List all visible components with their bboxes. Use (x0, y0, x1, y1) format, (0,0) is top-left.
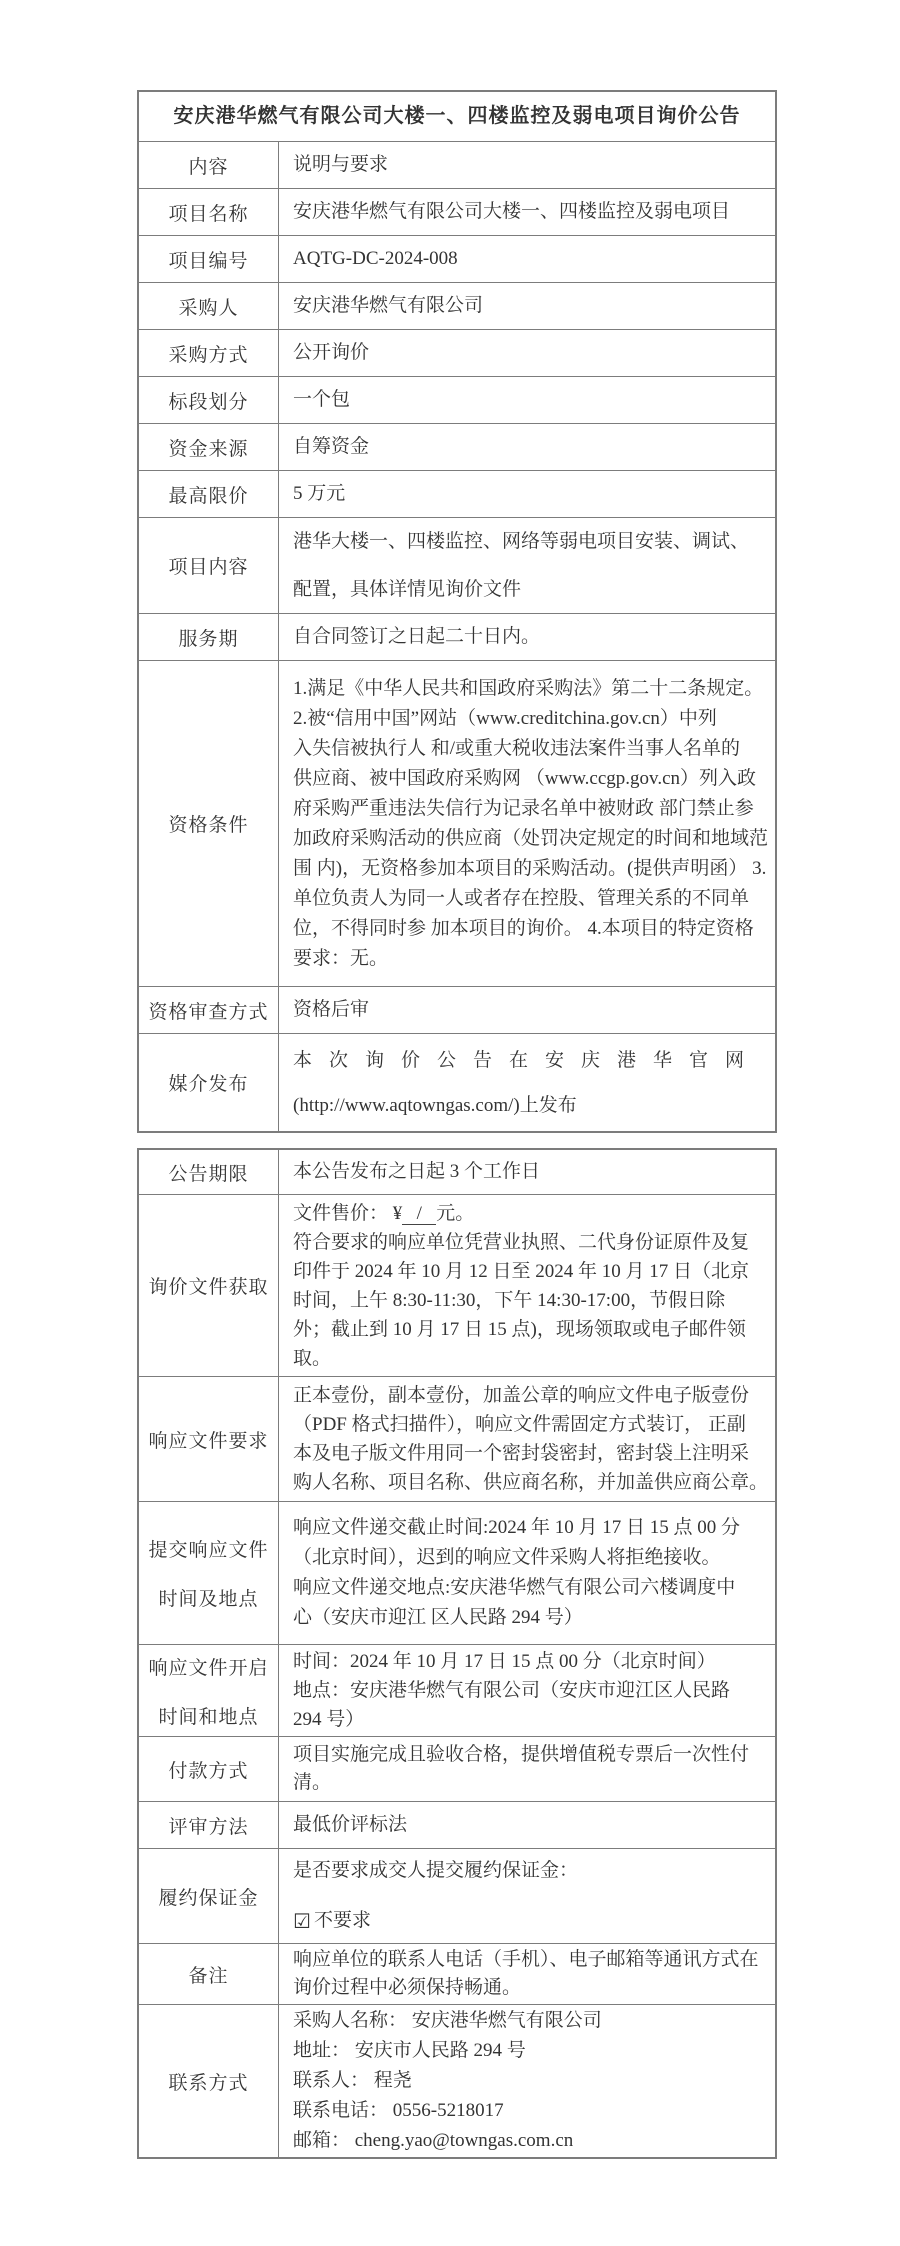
row-payment-method (139, 1737, 775, 1802)
row-label-line: 响应文件开启 (148, 1657, 269, 1679)
row-label-line: 时间和地点 (158, 1706, 259, 1728)
announcement-table-schedule (137, 1148, 777, 2159)
row-remarks (139, 1944, 775, 2005)
value-line: 自筹资金 (293, 436, 370, 457)
row-response-doc-requirements (139, 1377, 775, 1502)
value-line: （PDF 格式扫描件），响应文件需固定方式装订， 正副 (293, 1414, 746, 1435)
row-announcement-period (139, 1150, 775, 1195)
row-label: 项目内容 (139, 518, 279, 613)
value-line: 配置，具体详情见询价文件 (293, 578, 522, 600)
row-procurement-method (139, 330, 775, 377)
value-line: 安庆港华燃气有限公司 (293, 295, 484, 316)
value-line: 一个包 (293, 389, 351, 410)
row-label (139, 1645, 279, 1736)
value-line: 位，不得同时参 加本项目的询价。 4.本项目的特定资格 (293, 917, 754, 939)
row-label: 服务期 (139, 614, 279, 660)
value-line: 地点：安庆港华燃气有限公司（安庆市迎江区人民路 (293, 1680, 731, 1701)
row-label: 项目编号 (139, 236, 279, 282)
value-line: 294 号） (293, 1709, 365, 1730)
contact-purchaser-name: 采购人名称： 安庆港华燃气有限公司 (293, 2010, 602, 2031)
row-max-price (139, 471, 775, 518)
row-label: 联系方式 (139, 2005, 279, 2157)
row-value (279, 1849, 775, 1943)
value-line: 港华大楼一、四楼监控、网络等弱电项目安装、调试、 (293, 530, 750, 552)
row-label: 询价文件获取 (139, 1195, 279, 1376)
row-label: 响应文件要求 (139, 1377, 279, 1501)
price-prefix: 文件售价： ¥ (293, 1202, 403, 1224)
row-value (279, 377, 775, 423)
checkbox-label: 不要求 (313, 1910, 371, 1931)
price-suffix: 元。 (436, 1202, 475, 1224)
value-line: 外；截止到 10 月 17 日 15 点)，现场领取或电子邮件领 (293, 1318, 746, 1340)
value-line: 响应单位的联系人电话（手机）、电子邮箱等通讯方式在 (293, 1949, 759, 1970)
row-value (279, 330, 775, 376)
row-value (279, 987, 775, 1033)
value-line: 自合同签订之日起二十日内。 (293, 626, 541, 647)
page-title: 安庆港华燃气有限公司大楼一、四楼监控及弱电项目询价公告 (139, 92, 775, 142)
blank-underline: / (402, 1204, 436, 1225)
row-submission-time-place (139, 1502, 775, 1645)
row-label: 评审方法 (139, 1802, 279, 1848)
value-line: 本次询价公告在安庆港华官网 (293, 1049, 762, 1071)
row-value (279, 614, 775, 660)
contact-email: 邮箱： cheng.yao@towngas.com.cn (293, 2130, 574, 2151)
contact-person: 联系人： 程尧 (293, 2070, 412, 2091)
row-document-acquisition (139, 1195, 775, 1377)
row-qualification (139, 661, 775, 987)
value-line: 府采购严重违法失信行为记录名单中被财政 部门禁止参 (293, 797, 754, 819)
row-value (279, 1034, 775, 1131)
row-label: 付款方式 (139, 1737, 279, 1801)
value-line: 询价过程中必须保持畅通。 (293, 1977, 522, 1998)
value-line: 说明与要求 (293, 154, 389, 175)
value-line: 2.被“信用中国”网站（www.creditchina.gov.cn）中列 (293, 707, 717, 729)
announcement-table-main (137, 90, 777, 1133)
row-label: 采购人 (139, 283, 279, 329)
row-value (279, 518, 775, 613)
contact-address: 地址： 安庆市人民路 294 号 (293, 2040, 526, 2061)
row-label-line: 时间及地点 (158, 1589, 259, 1610)
row-qualification-review (139, 987, 775, 1034)
row-label: 公告期限 (139, 1150, 279, 1194)
row-label: 媒介发布 (139, 1034, 279, 1131)
value-line: 供应商、被中国政府采购网 （www.ccgp.gov.cn）列入政 (293, 767, 756, 789)
row-lot-division (139, 377, 775, 424)
row-value (279, 1802, 775, 1848)
value-line: 围 内)，无资格参加本项目的采购活动。(提供声明函） 3. (293, 857, 767, 879)
checkbox-checked-icon: ☑ (293, 1909, 311, 1933)
row-label: 资格条件 (139, 661, 279, 986)
value-line: AQTG-DC-2024-008 (293, 248, 458, 269)
row-opening-time-place (139, 1645, 775, 1737)
row-value (279, 283, 775, 329)
row-label: 资格审查方式 (139, 987, 279, 1033)
row-service-period (139, 614, 775, 661)
row-value (279, 189, 775, 235)
value-line: 入失信被执行人 和/或重大税收违法案件当事人名单的 (293, 737, 741, 759)
row-value (279, 1645, 775, 1736)
row-value (279, 2005, 775, 2157)
value-line: 本及电子版文件用同一个密封袋密封，密封袋上注明采 (293, 1443, 750, 1464)
value-line: 清。 (293, 1772, 332, 1793)
row-content-header (139, 142, 775, 189)
value-line: 安庆港华燃气有限公司大楼一、四楼监控及弱电项目 (293, 201, 731, 222)
row-label: 项目名称 (139, 189, 279, 235)
value-line: 1.满足《中华人民共和国政府采购法》第二十二条规定。 (293, 677, 764, 699)
value-line: 正本壹份，副本壹份，加盖公章的响应文件电子版壹份 (293, 1385, 750, 1406)
row-fund-source (139, 424, 775, 471)
row-value (279, 471, 775, 517)
row-label (139, 1502, 279, 1644)
row-value (279, 1502, 775, 1644)
value-line: 取。 (293, 1347, 332, 1369)
row-label: 标段划分 (139, 377, 279, 423)
value-line: 时间：2024 年 10 月 17 日 15 点 00 分（北京时间） (293, 1651, 716, 1672)
row-evaluation-method (139, 1802, 775, 1849)
row-value (279, 661, 775, 986)
price-line (293, 1199, 767, 1228)
value-line: （北京时间），迟到的响应文件采购人将拒绝接收。 (293, 1547, 721, 1568)
row-value (279, 142, 775, 188)
row-label: 备注 (139, 1944, 279, 2004)
value-line: 公开询价 (293, 342, 370, 363)
value-line: 加政府采购活动的供应商（处罚决定规定的时间和地域范 (293, 827, 769, 849)
row-value (279, 1150, 775, 1194)
row-value (279, 236, 775, 282)
value-line: 要求：无。 (293, 947, 389, 969)
value-line: 是否要求成交人提交履约保证金： (293, 1860, 579, 1881)
row-label: 最高限价 (139, 471, 279, 517)
value-line: 单位负责人为同一人或者存在控股、管理关系的不同单 (293, 887, 750, 909)
row-value (279, 1377, 775, 1501)
value-line: 购人名称、项目名称、供应商名称，并加盖供应商公章。 (293, 1472, 769, 1493)
contact-phone: 联系电话： 0556-5218017 (293, 2100, 504, 2121)
row-label: 资金来源 (139, 424, 279, 470)
value-line: 项目实施完成且验收合格，提供增值税专票后一次性付 (293, 1744, 750, 1765)
row-performance-bond (139, 1849, 775, 1944)
row-label: 履约保证金 (139, 1849, 279, 1943)
row-contact-info (139, 2005, 775, 2157)
row-label: 采购方式 (139, 330, 279, 376)
row-media-release (139, 1034, 775, 1131)
value-line: (http://www.aqtowngas.com/)上发布 (293, 1094, 577, 1116)
row-project-content (139, 518, 775, 614)
row-value (279, 1737, 775, 1801)
row-project-name (139, 189, 775, 236)
row-purchaser (139, 283, 775, 330)
value-line: 资格后审 (293, 999, 370, 1020)
row-value (279, 1195, 775, 1376)
value-line: 响应文件递交地点:安庆港华燃气有限公司六楼调度中 (293, 1577, 736, 1598)
value-line: 时间，上午 8:30-11:30，下午 14:30-17:00，节假日除 (293, 1289, 726, 1311)
row-project-number (139, 236, 775, 283)
value-line: 符合要求的响应单位凭营业执照、二代身份证原件及复 (293, 1231, 750, 1253)
value-line: 心（安庆市迎江 区人民路 294 号） (293, 1607, 583, 1628)
row-label-line: 提交响应文件 (148, 1540, 269, 1561)
row-value (279, 1944, 775, 2004)
value-line: 5 万元 (293, 483, 346, 504)
value-line: 印件于 2024 年 10 月 12 日至 2024 年 10 月 17 日（北京 (293, 1260, 750, 1282)
value-line: 响应文件递交截止时间:2024 年 10 月 17 日 15 点 00 分 (293, 1517, 741, 1538)
row-label: 内容 (139, 142, 279, 188)
value-line: 最低价评标法 (293, 1814, 408, 1835)
row-value (279, 424, 775, 470)
performance-bond-choice (293, 1907, 767, 1935)
value-line: 本公告发布之日起 3 个工作日 (293, 1161, 541, 1182)
